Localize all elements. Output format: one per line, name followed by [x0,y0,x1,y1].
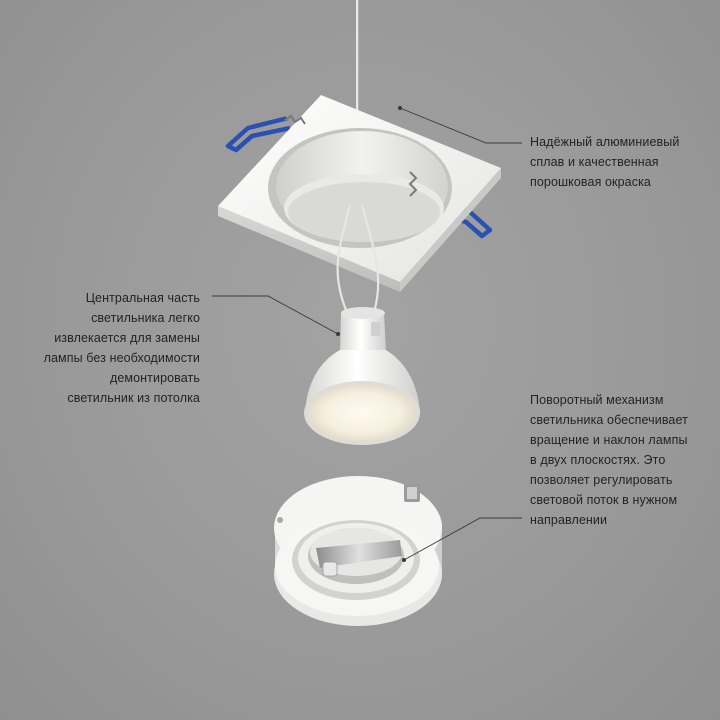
callout-removable-line: демонтировать [109,371,200,385]
callout-alloy [530,132,679,192]
callout-rotation-line: направлении [530,513,608,527]
callout-removable-line: лампы без необходимости [43,351,200,365]
lamp-glow [308,384,416,442]
callout-rotation-line: в двух плоскостях. Это [530,453,666,467]
callout-rotation-line: вращение и наклон лампы [530,433,688,447]
callout-rotation-line: светильника обеспечивает [530,413,688,427]
callout-rotation-line: Поворотный механизм [530,393,664,407]
callout-removable-line: светильник из потолка [67,391,200,405]
callout-rotation [530,390,688,530]
rotating-ring-frame [274,476,442,626]
callout-removable-line: Центральная часть [85,291,200,305]
callout-alloy-line: Надёжный алюминиевый [530,135,680,149]
square-ceiling-frame [218,95,501,292]
callout-removable-line: светильника легко [91,311,200,325]
callout-alloy-line: сплав и качественная [530,155,659,169]
callout-removable-line: извлекается для замены [54,331,200,345]
callout-rotation-line: позволяет регулировать [530,473,673,487]
callout-rotation-line: световой поток в нужном [530,493,678,507]
callout-alloy-line: порошковая окраска [530,175,651,189]
leader-line-removable [212,296,338,334]
lamp-module [304,307,420,445]
callout-removable [40,288,200,408]
